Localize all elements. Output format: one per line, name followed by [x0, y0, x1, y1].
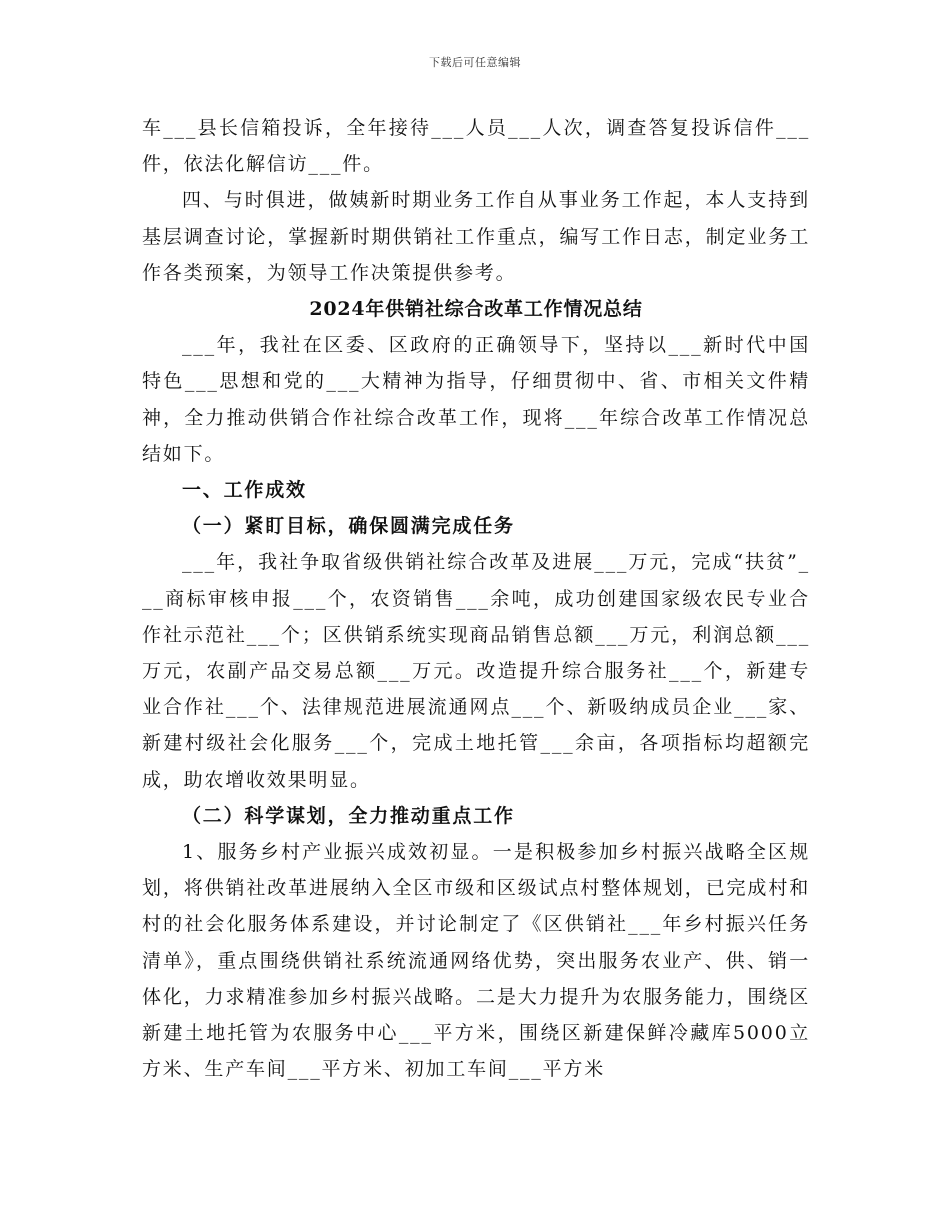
paragraph-rural-revitalization: 1、服务乡村产业振兴成效初显。一是积极参加乡村振兴战略全区规划，将供销社改革进展纳入全区市级和区级试点村整体规划，已完成村和村的社会化服务体系建设，并讨论制定了《区供销社___年乡村振兴任务清单》，重点围绕供销社系统流通网络优势，突出服务农业产、供、销一体化，力求精准参加乡村振兴战略。二是大力提升为农服务能力，围绕区新建土地托管为农服务中心___平方米，围绕区新建保鲜冷藏库5000立方米、生产车间___平方米、初加工车间___平方米: [142, 841, 810, 1081]
paragraph-intro: ___年，我社在区委、区政府的正确领导下，坚持以___新时代中国特色___思想和党的___大精神为指导，仔细贯彻中、省、市相关文件精神，全力推动供销合作社综合改革工作，现将___年综合改革工作情况总结如下。: [142, 334, 810, 465]
paragraph-keep-pace: 四、与时俱进，做姨新时期业务工作自从事业务工作起，本人支持到基层调查讨论，掌握新时期供销社工作重点，编写工作日志，制定业务工作各类预案，为领导工作决策提供参考。: [142, 189, 810, 284]
subsection-heading-targets: （一）紧盯目标，确保圆满完成任务: [182, 515, 515, 538]
page-header: 下载后可任意编辑: [429, 56, 521, 69]
section-heading-results: 一、工作成效: [182, 479, 307, 502]
paragraph-targets: ___年，我社争取省级供销社综合改革及进展___万元，完成“扶贫”___商标审核申报___个，农资销售___余吨，成功创建国家级农民专业合作社示范社___个；区供销系统实现商品销售总额___万元，利润总额___万元，农副产品交易总额___万元。改造提升综合服务社___个，新建专业合作社___个、法律规范进展流通网点___个、新吸纳成员企业___家、新建村级社会化服务___个，完成土地托管___余亩，各项指标均超额完成，助农增收效果明显。: [142, 551, 810, 791]
paragraph-complaints: 车___县长信箱投诉，全年接待___人员___人次，调查答复投诉信件___件，依法化解信访___件。: [142, 117, 810, 176]
document-body: [142, 110, 810, 1087]
document-title: 2024年供销社综合改革工作情况总结: [309, 298, 643, 321]
subsection-heading-planning: （二）科学谋划，全力推动重点工作: [182, 804, 515, 827]
